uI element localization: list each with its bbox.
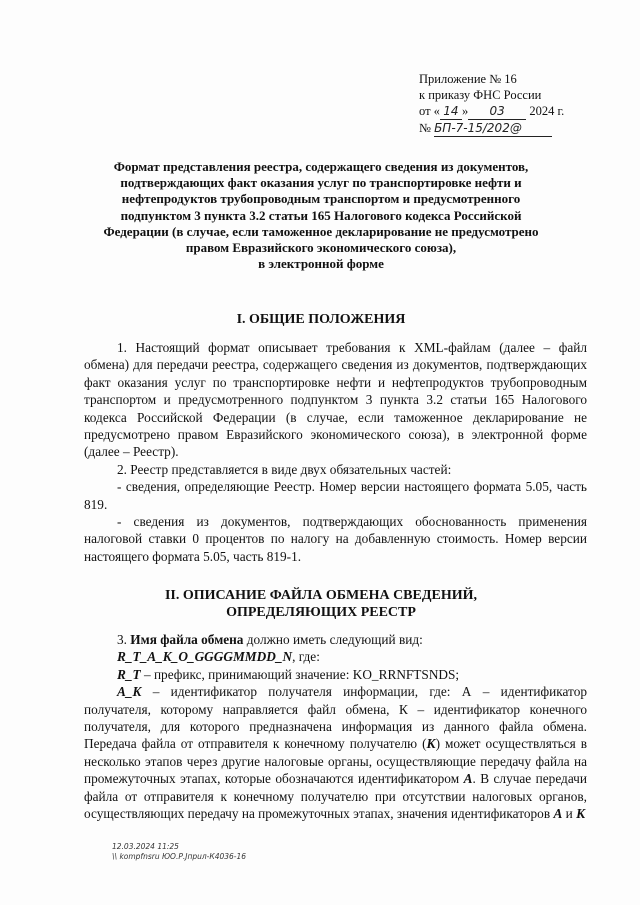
annex-block [419, 71, 564, 137]
clause-text: и [562, 806, 577, 822]
footer-path: \\ kompfnsru ЮО.Р.Јпрuл-К4036-16 [112, 852, 247, 861]
clause-text: должно иметь следующий вид: [243, 632, 423, 647]
identifier-a: А [463, 771, 473, 787]
title-line: в электронной форме [258, 256, 384, 272]
clause-number: 3. [117, 632, 131, 647]
clause-text: , где: [292, 649, 320, 665]
file-pattern-code: R_T_A_K_O_GGGGMMDD_N [117, 649, 293, 665]
date-mid: » [461, 104, 469, 118]
prefix-code: R_T [117, 666, 141, 682]
identifier-k: К [426, 736, 436, 752]
number-prefix: № [419, 121, 431, 135]
clause-text: ) может осуществляться в несколько этапов через другие налоговые органы, осуществляющие передачу файла на промежуточных этапах, которые обозначаются идентификатором [84, 736, 588, 787]
date-prefix: от « [419, 104, 440, 118]
title-line: нефтепродуктов трубопроводным транспортом и предусмотренного [121, 191, 521, 207]
paragraph-4: - сведения из документов, подтверждающих обоснованность применения налоговой ставки 0 процентов по налогу на добавленную стоимость. Номер версии настоящего формата 5.05, часть 819-1. [84, 514, 587, 564]
identifier-definition [84, 683, 587, 822]
clause-text: – идентификатор получателя информации, где: А – идентификатор получателя, которому направляется файл обмена, К – идентификатор конечного получателя, для которого предназначена информация из данного файла обмена. Передача файла от отправителя к конечному получателю ( [84, 684, 587, 752]
annex-order: к приказу ФНС России [419, 88, 542, 102]
section-2-heading [84, 587, 558, 621]
prefix-definition [84, 666, 587, 683]
section-1-heading: I. ОБЩИЕ ПОЛОЖЕНИЯ [236, 312, 406, 327]
title-line: правом Евразийского экономического союза), [185, 240, 457, 256]
section-2-heading-line: ОПРЕДЕЛЯЮЩИХ РЕЕСТР [226, 605, 416, 620]
date-day: 14 [440, 103, 462, 120]
print-footer [112, 842, 246, 862]
annex-date [419, 103, 564, 120]
date-month: 03 [468, 103, 526, 120]
section-1-body [84, 339, 587, 565]
paragraph-3: - сведения, определяющие Реестр. Номер версии настоящего формата 5.05, часть 819. [84, 479, 587, 512]
title-line: Формат представления реестра, содержащего сведения из документов, [113, 159, 529, 174]
section-2-body [84, 631, 587, 822]
identifier-a: А [553, 806, 563, 822]
paragraph-2: 2. Реестр представляется в виде двух обязательных частей: [117, 461, 452, 477]
date-year: 2024 г. [529, 104, 565, 118]
clause-text: . В случае передачи файла от отправителя к конечному получателю при отсутствии налоговых органов, осуществляющих передачу на промежуточных этапах, значения идентификаторов [84, 771, 587, 822]
identifier-k: К [576, 806, 586, 822]
bold-term: Имя файла обмена [130, 632, 244, 647]
annex-number: Приложение № 16 [419, 72, 517, 86]
paragraph-1: 1. Настоящий формат описывает требования к XML-файлам (далее – файл обмена) для передачи реестра, содержащего сведения из документов, подтверждающих факт оказания услуг по транспортировке нефти и нефтепродуктов трубопроводным транспортом и предусмотренного подпунктом 3 пункта 3.2 статьи 165 Налогового кодекса Российской Федерации (в случае, если таможенное декларирование не предусмотрено правом Евразийского экономического союза), в электронной форме (далее – Реестр). [84, 340, 587, 460]
paragraph-3-name [84, 631, 587, 648]
handwritten-number: БП-7-15/202@ [434, 120, 552, 137]
title-line: Федерации (в случае, если таможенное декларирование не предусмотрено [103, 223, 539, 239]
file-name-pattern [84, 648, 587, 665]
title-line: подтверждающих факт оказания услуг по транспортировке нефти и [120, 175, 522, 191]
title-line: подпунктом 3 пункта 3.2 статьи 165 Налогового кодекса Российской [120, 207, 522, 223]
footer-timestamp: 12.03.2024 11:25 [112, 842, 179, 851]
document-title [84, 159, 558, 272]
identifier-code: A_K [117, 684, 142, 700]
annex-order-number [419, 120, 564, 137]
clause-text: – префикс, принимающий значение: KO_RRNFTSNDS; [140, 666, 460, 682]
section-2-heading-line: II. ОПИСАНИЕ ФАЙЛА ОБМЕНА СВЕДЕНИЙ, [164, 588, 477, 603]
